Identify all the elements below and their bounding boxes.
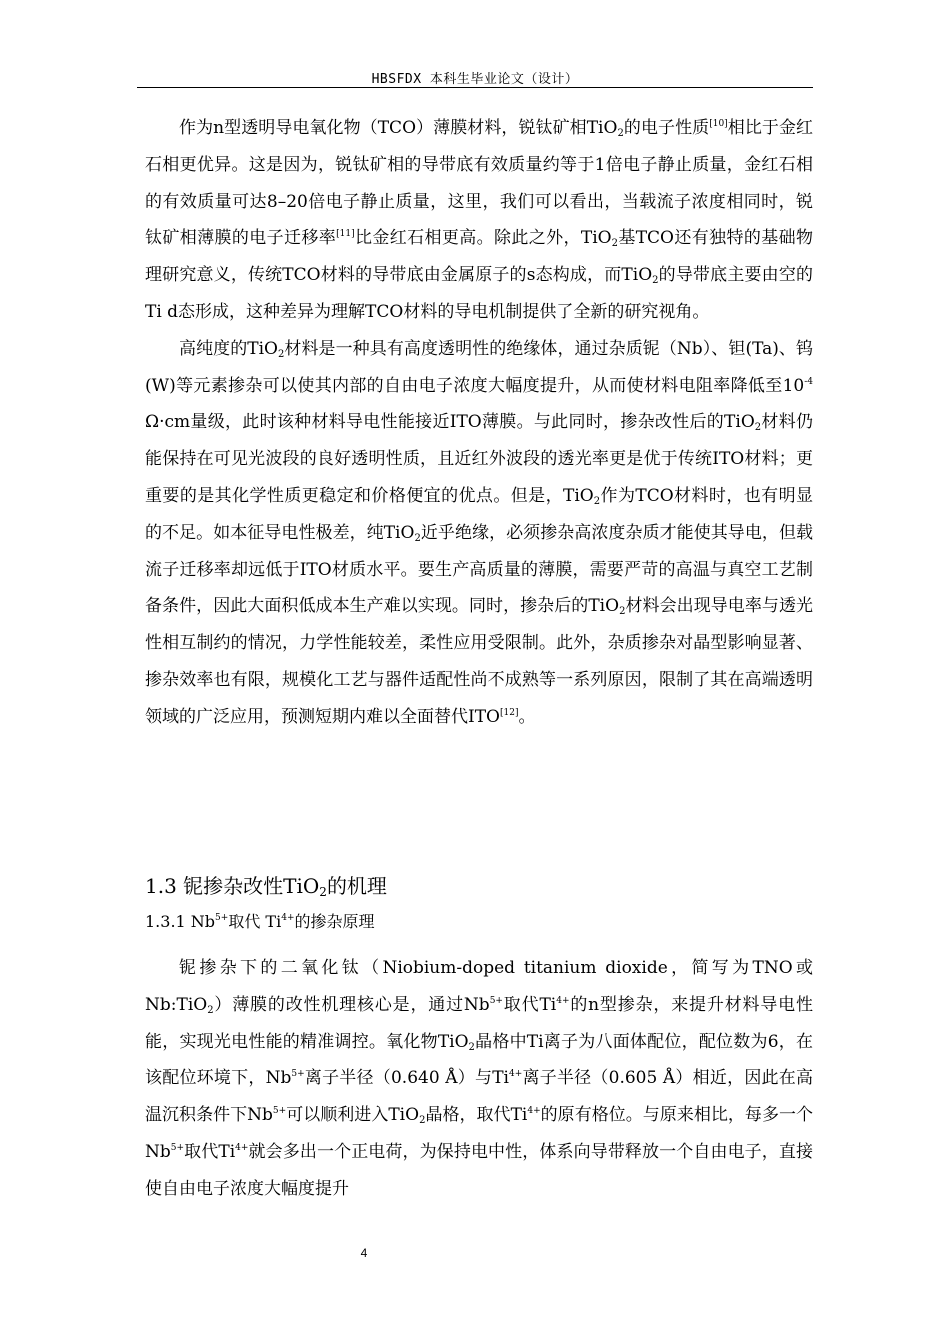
paragraph-1: 作为n型透明导电氧化物（TCO）薄膜材料，锐钛矿相TiO$_2$的电子性质[10]相比于金红石相更优异。这是因为，锐钛矿相的导带底有效质量约等于1倍电子静止质量，金红石相的有效质量可达8–20倍电子静止质量，这里，我们可以看出，当载流子浓度相同时，锐钛矿相薄膜的电子迁移率[11]比金红石相更高。除此之外，TiO$_2$基TCO还有独特的基础物理研究意义，传统TCO材料的导带底由金属原子的s态构成，而TiO$_2$的导带底主要由空的Ti d态形成，这种差异为理解TCO材料的导电机制提供了全新的研究视角。 — [145, 118, 814, 322]
subsection-heading: 1.3.1 $Nb^{5+}$取代 $Ti^{4+}$的掺杂原理 — [145, 912, 375, 931]
paragraph-2: 高纯度的TiO$_2$材料是一种具有高度透明性的绝缘体，通过杂质铌（Nb）、钽(Ta)、钨(W)等元素掺杂可以使其内部的自由电子浓度大幅度提升，从而使材料电阻率降低至$10^{-4}$ Ω·cm量级，此时该种材料导电性能接近ITO薄膜。与此同时，掺杂改性后的TiO$_2$材料仍能保持在可见光波段的良好透明性质，且近红外波段的透光率更是优于传统ITO材料；更重要的是其化学性质更稳定和价格便宜的优点。但是，TiO$_2$作为TCO材料时，也有明显的不足。如本征导电性极差，纯TiO$_2$近乎绝缘，必须掺杂高浓度杂质才能使其导电，但载流子迁移率却远低于ITO材质水平。要生产高质量的薄膜，需要严苛的高温与真空工艺制备条件，因此大面积低成本生产难以实现。同时，掺杂后的TiO$_2$材料会出现导电率与透光性相互制约的情况，力学性能较差，柔性应用受限制。此外，杂质掺杂对晶型影响显著、掺杂效率也有限，规模化工艺与器件适配性尚不成熟等一系列原因，限制了其在高端透明领域的广泛应用，预测短期内难以全面替代ITO[12]。 — [145, 338, 814, 727]
body-text-2 — [145, 950, 813, 1208]
body-text — [145, 110, 813, 736]
page-header: HBSFDX 本科生毕业论文（设计） — [371, 72, 579, 87]
header-divider — [137, 87, 813, 88]
page-number: 4 — [360, 1246, 368, 1260]
paragraph-3: 铌掺杂下的二氧化钛（Niobium-doped titanium dioxide，简写为TNO或Nb:TiO$_2$）薄膜的改性机理核心是，通过$Nb^{5+}$取代$Ti^{4+}$的n型掺杂，来提升材料导电性能，实现光电性能的精准调控。氧化物TiO$_2$晶格中Ti离子为八面体配位，配位数为6，在该配位环境下，$Nb^{5+}$离子半径（0.640 Å）与$Ti^{4+}$离子半径（0.605 Å）相近，因此在高温沉积条件下$Nb^{5+}$可以顺利进入TiO$_2$晶格，取代$Ti^{4+}$的原有格位。与原来相比，每多一个$Nb^{5+}$取代$Ti^{4+}$就会多出一个正电荷，为保持电中性，体系向导带释放一个自由电子，直接使自由电子浓度大幅度提升 — [145, 958, 814, 1199]
section-heading: 1.3 铌掺杂改性TiO$_2$的机理 — [145, 874, 387, 899]
